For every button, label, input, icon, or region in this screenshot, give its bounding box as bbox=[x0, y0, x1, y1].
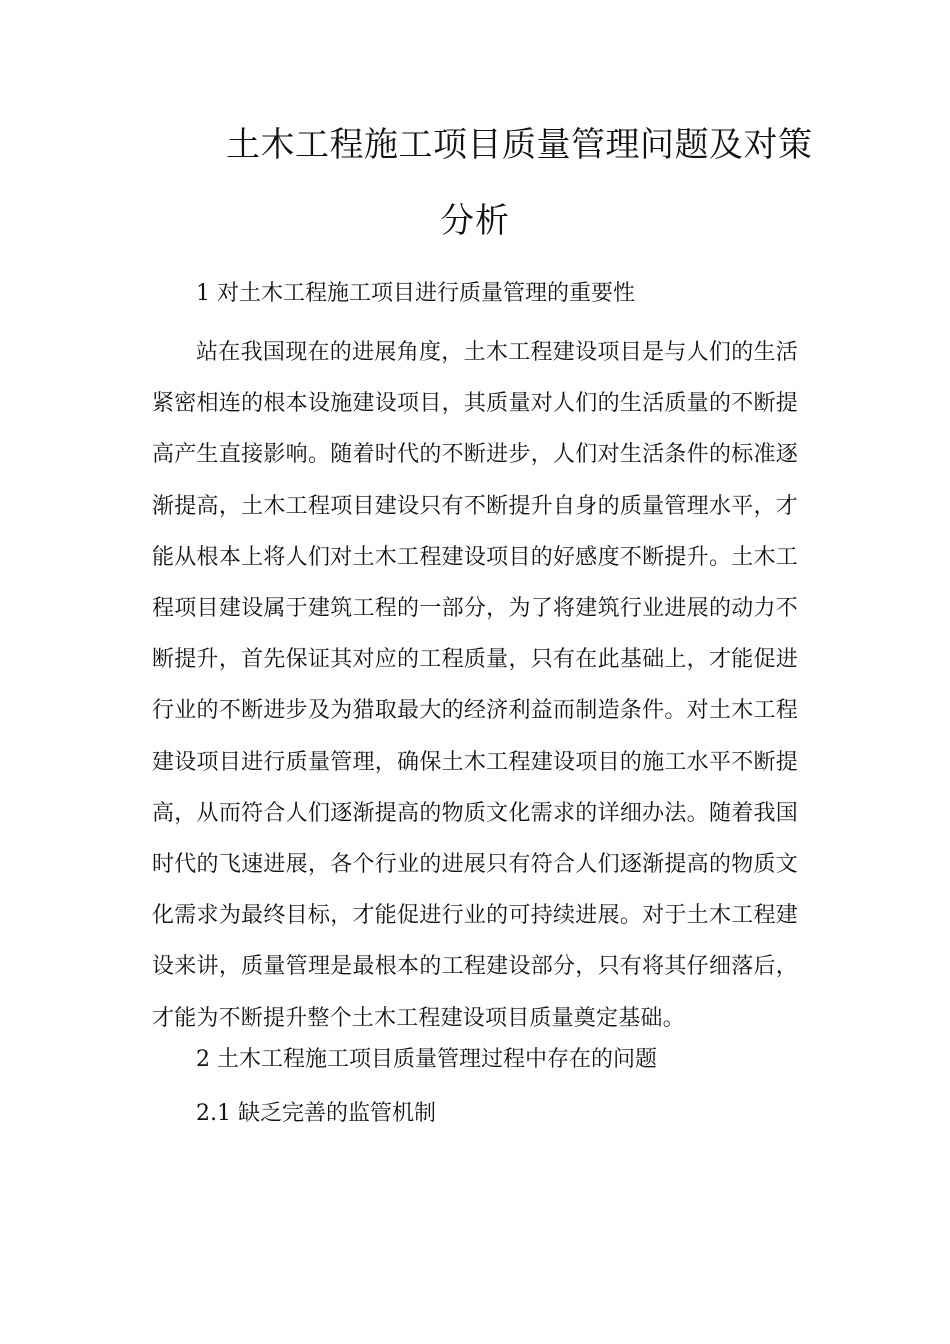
section-1-paragraph: 站在我国现在的进展角度，土木工程建设项目是与人们的生活紧密相连的根本设施建设项目，其质量对人们的生活质量的不断提高产生直接影响。随着时代的不断进步，人们对生活条件的标准逐渐提高，土木工程项目建设只有不断提升自身的质量管理水平，才能从根本上将人们对土木工程建设项目的好感度不断提升。土木工程项目建设属于建筑工程的一部分，为了将建筑行业进展的动力不断提升，首先保证其对应的工程质量，只有在此基础上，才能促进行业的不断进步及为猎取最大的经济利益而制造条件。对土木工程建设项目进行质量管理，确保土木工程建设项目的施工水平不断提高，从而符合人们逐渐提高的物质文化需求的详细办法。随着我国时代的飞速进展，各个行业的进展只有符合人们逐渐提高的物质文化需求为最终目标，才能促进行业的可持续进展。对于土木工程建设来讲，质量管理是最根本的工程建设部分，只有将其仔细落后，才能为不断提升整个土木工程建设项目质量奠定基础。 bbox=[152, 340, 798, 1031]
document-title-line-2: 分析 bbox=[440, 201, 510, 241]
section-1-heading: 1 对土木工程施工项目进行质量管理的重要性 bbox=[196, 281, 635, 306]
section-2-1-heading: 2.1 缺乏完善的监管机制 bbox=[196, 1101, 436, 1126]
section-2-heading: 2 土木工程施工项目质量管理过程中存在的问题 bbox=[196, 1047, 657, 1072]
document-title-line-1: 土木工程施工项目质量管理问题及对策 bbox=[226, 125, 813, 165]
